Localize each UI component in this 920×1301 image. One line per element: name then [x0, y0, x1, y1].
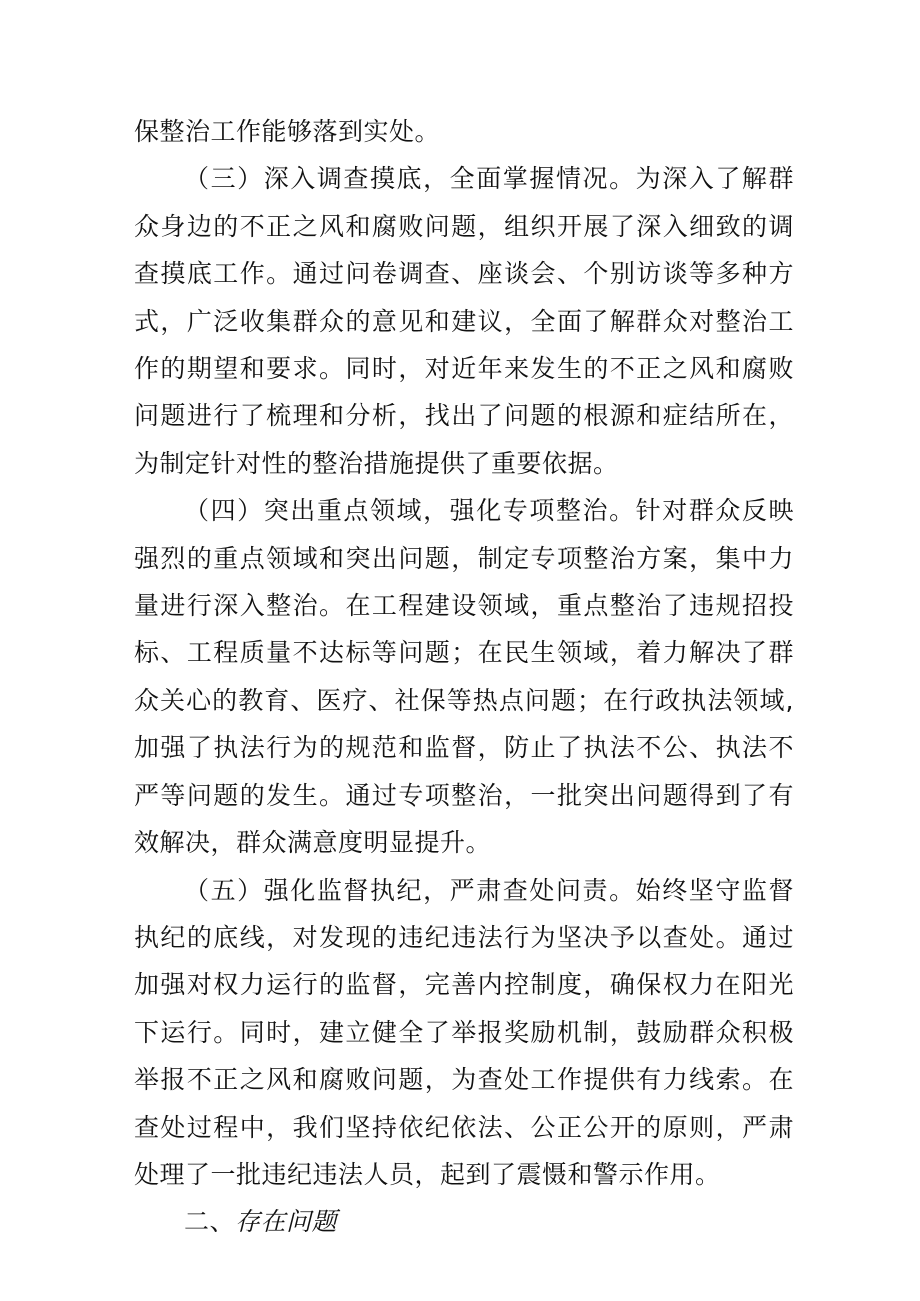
- section-heading: [134, 1198, 794, 1245]
- document-body: [134, 108, 794, 1246]
- paragraph-section-5: （五）强化监督执纪，严肃查处问责。始终坚守监督执纪的底线，对发现的违纪违法行为坚决予以查处。通过加强对权力运行的监督，完善内控制度，确保权力在阳光下运行。同时，建立健全了举报奖励机制，鼓励群众积极举报不正之风和腐败问题，为查处工作提供有力线索。在查处过程中，我们坚持依纪依法、公正公开的原则，严肃处理了一批违纪违法人员，起到了震慑和警示作用。: [134, 875, 794, 1189]
- paragraph-continuation: 保整治工作能够落到实处。: [134, 117, 441, 146]
- section-heading-title: 存在问题: [235, 1207, 338, 1237]
- section-heading-number: 二、: [184, 1207, 236, 1237]
- paragraph-section-4: （四）突出重点领域，强化专项整治。针对群众反映强烈的重点领域和突出问题，制定专项整治方案，集中力量进行深入整治。在工程建设领域，重点整治了违规招投标、工程质量不达标等问题；在民生领域，着力解决了群众关心的教育、医疗、社保等热点问题；在行政执法领域,加强了执法行为的规范和监督，防止了执法不公、执法不严等问题的发生。通过专项整治，一批突出问题得到了有效解决，群众满意度明显提升。: [134, 496, 794, 858]
- paragraph-section-3: （三）深入调查摸底，全面掌握情况。为深入了解群众身边的不正之风和腐败问题，组织开展了深入细致的调查摸底工作。通过问卷调查、座谈会、个别访谈等多种方式，广泛收集群众的意见和建议，全面了解群众对整治工作的期望和要求。同时，对近年来发生的不正之风和腐败问题进行了梳理和分析，找出了问题的根源和症结所在，为制定针对性的整治措施提供了重要依据。: [134, 164, 794, 478]
